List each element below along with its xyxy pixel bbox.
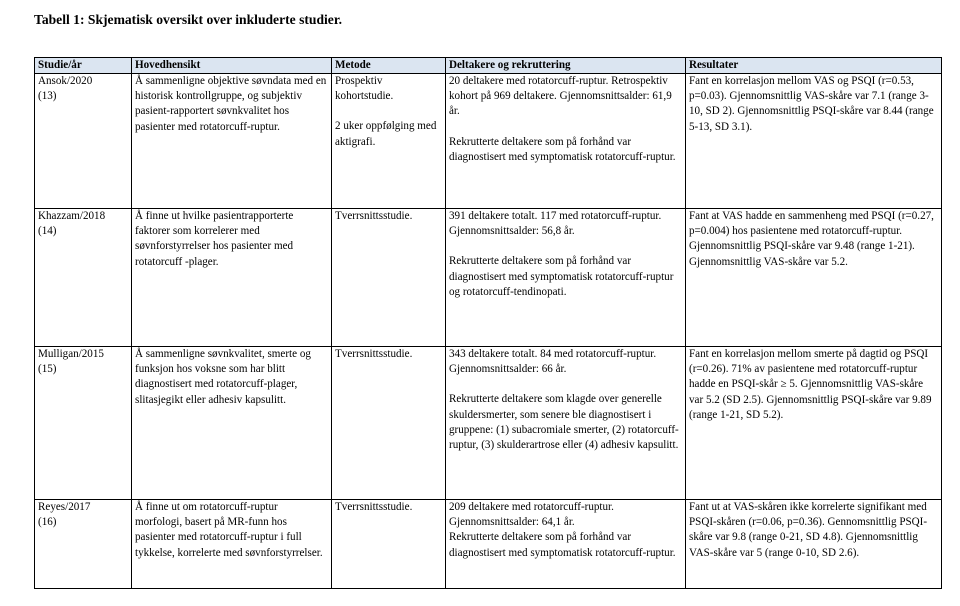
participants-summary: 209 deltakere med rotatorcuff-ruptur. Gjennomsnittsalder: 64,1 år.	[449, 501, 614, 529]
participants-recruitment: Rekrutterte deltakere som på forhånd var diagnostisert med symptomatisk rotatorcuff-ruptur.	[449, 531, 676, 559]
table-row	[35, 347, 942, 500]
cell-results: Fant at VAS hadde en sammenheng med PSQI (r=0.27, p=0.004) hos pasientene med rotatorcuff-ruptur. Gjennomsnittlig PSQI-skåre var 9.48 (range 1-21). Gjennomsnittlig VAS-skåre var 5.2.	[686, 209, 942, 347]
participants-summary: 343 deltakere totalt. 84 med rotatorcuff-ruptur. Gjennomsnittsalder: 66 år.	[449, 348, 657, 376]
studies-table	[34, 57, 942, 589]
participants-summary: 20 deltakere med rotatorcuff-ruptur. Retrospektiv kohort på 969 deltakere. Gjennomsnittsalder: 61,9 år.	[449, 75, 672, 118]
cell-aim: Å sammenligne objektive søvndata med en historisk kontrollgruppe, og subjektiv pasient-rapportert søvnkvalitet hos pasienter med rotatorcuff-ruptur.	[132, 74, 332, 209]
header-aim: Hovedhensikt	[132, 58, 332, 74]
participants-recruitment: Rekrutterte deltakere som på forhånd var diagnostisert med symptomatisk rotatorcuff-ruptur og rotatorcuff-tendinopati.	[449, 255, 674, 298]
cell-participants	[446, 347, 686, 500]
table-row	[35, 500, 942, 589]
cell-aim: Å finne ut hvilke pasientrapporterte faktorer som korrelerer med søvnforstyrrelser hos pasienter med rotatorcuff -plager.	[132, 209, 332, 347]
cell-method: Tverrsnittsstudie.	[332, 347, 446, 500]
participants-recruitment: Rekrutterte deltakere som klagde over generelle skuldersmerter, som senere ble diagnostisert i gruppene: (1) subacromiale smerter, (2) rotatorcuff-ruptur, (3) skulderartrose eller (4) adhesiv kapsulitt.	[449, 393, 679, 452]
cell-method: Tverrsnittsstudie.	[332, 209, 446, 347]
cell-method: Tverrsnittsstudie.	[332, 500, 446, 589]
cell-study: Khazzam/2018 (14)	[35, 209, 132, 347]
cell-aim: Å finne ut om rotatorcuff-ruptur morfologi, basert på MR-funn hos pasienter med rotatorcuff-ruptur i full tykkelse, korrelerte med søvnforstyrrelser.	[132, 500, 332, 589]
header-method: Metode	[332, 58, 446, 74]
participants-summary: 391 deltakere totalt. 117 med rotatorcuff-ruptur. Gjennomsnittsalder: 56,8 år.	[449, 210, 662, 238]
cell-study: Mulligan/2015 (15)	[35, 347, 132, 500]
table-row	[35, 74, 942, 209]
header-results: Resultater	[686, 58, 942, 74]
method-text: Prospektiv kohortstudie.	[335, 75, 394, 103]
cell-study: Reyes/2017 (16)	[35, 500, 132, 589]
method-followup: 2 uker oppfølging med aktigrafi.	[335, 120, 437, 148]
cell-results: Fant en korrelasjon mellom VAS og PSQI (r=0.53, p=0.03). Gjennomsnittlig VAS-skåre var 7.1 (range 3-10, SD 2). Gjennomsnittlig PSQI-skåre var 8.44 (range 5-13, SD 3.1).	[686, 74, 942, 209]
header-participants: Deltakere og rekruttering	[446, 58, 686, 74]
cell-results: Fant en korrelasjon mellom smerte på dagtid og PSQI (r=0.26). 71% av pasientene med rotatorcuff-ruptur hadde en PSQI-skår ≥ 5. Gjennomsnittlig VAS-skåre var 5.2 (SD 2.5). Gjennomsnittlig PSQI-skåre var 9.89 (range 1-21, SD 5.2).	[686, 347, 942, 500]
cell-aim: Å sammenligne søvnkvalitet, smerte og funksjon hos voksne som har blitt diagnostisert med rotatorcuff-plager, slitasjegikt eller adhesiv kapsulitt.	[132, 347, 332, 500]
table-row	[35, 209, 942, 347]
cell-results: Fant ut at VAS-skåren ikke korrelerte signifikant med PSQI-skåren (r=0.06, p=0.36). Gennomsnittlig PSQI-skåre var 9.8 (range 0-21, SD 4.8). Gjennomsnittlig VAS-skåre var 5 (range 0-10, SD 2.6).	[686, 500, 942, 589]
header-study: Studie/år	[35, 58, 132, 74]
participants-recruitment: Rekrutterte deltakere som på forhånd var diagnostisert med symptomatisk rotatorcuff-ruptur.	[449, 135, 676, 163]
table-caption: Tabell 1: Skjematisk oversikt over inkluderte studier.	[34, 12, 343, 27]
cell-participants	[446, 74, 686, 209]
cell-method	[332, 74, 446, 209]
cell-participants	[446, 500, 686, 589]
cell-participants	[446, 209, 686, 347]
cell-study: Ansok/2020 (13)	[35, 74, 132, 209]
header-row	[35, 58, 942, 74]
